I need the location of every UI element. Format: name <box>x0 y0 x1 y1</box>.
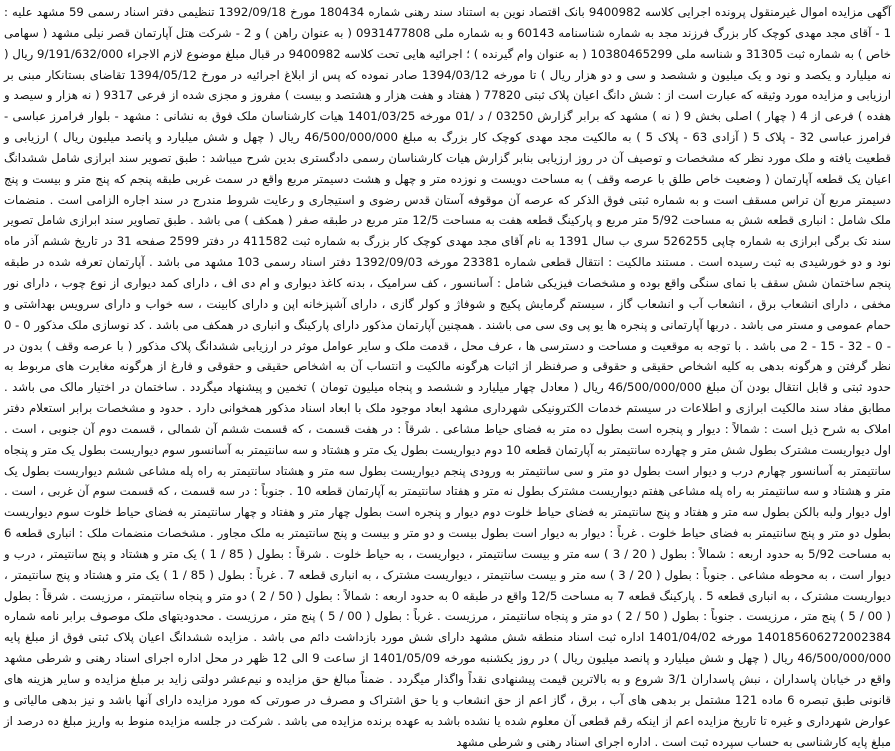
auction-notice-body: آگهی مزایده اموال غیرمنقول پرونده اجرایی کلاسه 9400982 بانک اقتصاد نوین به استناد سند رهنی شماره 180434 مورخ 1392/09/18 تنظیمی دفتر اسناد رسمی 59 مشهد علیه : 1 - آقای مجد مهدی کوچک کار بزرگ فرزند مجد به شماره شناسنامه 60143 و به شماره ملی 0931477808 ( به عنوان راهن ) و 2 - شرکت هتل آپارتمان قصر نیلی مشهد ( سهامی خاص ) به شماره ثبت 31305 و شناسه ملی 10380465299 ( به عنوان وام گیرنده ) ؛ اجرائیه هایی تحت کلاسه 9400982 در قبال مبلغ موضوع لازم الاجراء 9/191/632/000 ریال ( نه میلیارد و یکصد و نود و یک میلیون و ششصد و سی و دو هزار ریال ) تا مورخه 1394/03/12 صادر نموده که پس از ابلاغ اجرائیه در مورخ 1394/05/12 تقاضای بستانکار مبنی بر ارزیابی و مزایده مورد وثیقه که عبارت است از : شش دانگ اعیان پلاک ثبتی 77820 ( هفتاد و هفت هزار و هشتصد و بیست ) مفروز و مجزی شده از فرعی 9317 ( نه هزار و سیصد و هفده ) فرعی از 4 ( چهار ) اصلی بخش 9 ( نه ) مشهد که برابر گزارش 03250 / د /01 مورخه 1401/03/25 هیات کارشناسان ملک فوق به نشانی : مشهد - بلوار فرامرز عباسی - فرامرز عباسی 32 - پلاک 5 ( آزادی 63 - پلاک 5 ) به مالکیت مجد مهدی کوچک کار بزرگ به مبلغ 46/500/000/000 ریال ( چهل و شش میلیارد و پانصد میلیون ریال ) ارزیابی و قطعیت یافته و ملک مورد نظر که مشخصات و توصیف آن در روز ارزیابی بنابر گزارش هیات کارشناسان رسمی دادگستری بدین شرح میباشد : طبق تصویر سند ابرازی شامل ششدانگ اعیان یک قطعه آپارتمان ( وضعیت خاص طلق با عرصه وقف ) به مساحت دویست و نوزده متر و چهل و هشت دسیمتر مربع واقع در سمت غربی طبقه پنجم که پنج متر و بیست و پنج دسیمتر مربع آن تراس مسقف است و به شماره ثبتی فوق الذکر که عرصه آن موقوفه آستان قدس رضوی و استیجاری و رعایت شروط مندرج در سند اجاره الزامی است . منضمات ملک شامل : انباری قطعه شش به مساحت 5/92 متر مربع و پارکینگ قطعه هفت به مساحت 12/5 متر مربع در طبقه صفر ( همکف ) می باشد . طبق تصاویر سند ابرازی شامل تصویر سند تک برگی ابرازی به شماره چاپی 526255 سری ب سال 1391 به نام آقای مجد مهدی کوچک کار بزرگ به شماره ثبت 411582 در دفتر 2599 صفحه 31 در تاریخ ششم آذر ماه نود و دو خورشیدی به ثبت رسیده است . مستند مالکیت : انتقال قطعی شماره 23381 مورخه 1392/09/03 دفتر اسناد رسمی 103 مشهد می باشد . آپارتمان تعرفه شده در طبقه پنجم ساختمان شش سقف با نمای سنگی واقع بوده و مشخصات فیزیکی شامل : آسانسور ، کف سرامیک ، بدنه کاغذ دیواری و ام دی اف ، دارای کمد دیواری از نوع چوب ، دارای نور مخفی ، دارای انشعاب برق ، انشعاب آب و انشعاب گاز ، سیستم گرمایش پکیج و شوفاژ و کولر گازی ، دارای آشپزخانه اپن و دارای کابینت ، سه خواب و دارای سرویس بهداشتی و حمام عمومی و مستر می باشد . دربها آپارتمانی و پنجره ها یو پی وی سی می باشند . همچنین آپارتمان مذکور دارای پارکینگ و انباری در همکف می باشد . کد نوسازی ملک مذکور 0 - 0 - 0 - 32 - 15 - 2 می باشد . با توجه به موقعیت و مساحت و دسترسی ها ، عرف محل ، قدمت ملک و سایر عوامل موثر در ارزیابی ششدانگ پلاک مذکور ( با عرصه وقف ) بدون در نظر گرفتن و هرگونه بدهی به کلیه اشخاص حقیقی و حقوقی و صرفنظر از اثبات هرگونه مالکیت و انتساب آن به اشخاص حقیقی و حقوقی و فارغ از هرگونه مغایرت های مربوط به حدود ثبتی و قابل انتقال بودن آن مبلغ 46/500/000/000 ریال ( معادل چهار میلیارد و ششصد و پنجاه میلیون تومان ) تخمین و پیشنهاد میگردد . ساختمان در اختیار مالک می باشد . مطابق مفاد سند مالکیت ابرازی و اطلاعات در سیستم خدمات الکترونیکی شهرداری مشهد ابعاد موجود ملک با ابعاد اسناد مذکور همخوانی دارد . حدود و مشخصات برابر استعلام دفتر املاک به شرح ذیل است : شمالاً : دیوار و پنجره است بطول ده متر به فضای حیاط مشاعی . شرقاً : در هفت قسمت ، که قسمت ششم آن شمالی ، قسمت دوم آن جنوبی ، است . اول دیواریست مشترک بطول شش متر و چهارده سانتیمتر به آپارتمان قطعه 10 دوم دیواریست بطول یک متر و هشتاد و سه سانتیمتر به آسانسور سوم دیواریست بطول یک متر و پنجاه سانتیمتر به آسانسور چهارم درب و دیوار است بطول دو متر و سی سانتیمتر به ورودی پنجم دیواریست بطول سه متر و هشتاد سانتیمتر به راه پله مشاعی ششم دیواریست بطول یک متر و هشتاد و سه سانتیمتر به راه پله مشاعی هفتم دیواریست مشترک بطول نه متر و هفتاد سانتیمتر به آپارتمان قطعه 10 . جنوباً : در سه قسمت ، که قسمت سوم آن غربی ، است . اول دیوار ولبه بالکن بطول سه متر و هفتاد و پنج سانتیمتر به فضای حیاط خلوت دوم دیوار و پنجره است بطول چهار متر و هفتاد و چهار سانتیمتر به فضای حیاط خلوت سوم دیواریست بطول دو متر و پنج سانتیمتر به فضای حیاط خلوت . غرباً : دیوار به دیوار است بطول بیست و دو متر و بیست و پنج سانتیمتر به ملک مجاور . مشخصات منضمات ملک : انباری قطعه 6 به مساحت 5/92 به حدود اربعه : شمالاً : بطول ( 20 / 3 ) سه متر و بیست سانتیمتر ، دیواریست ، به حیاط خلوت . شرقاً : بطول ( 85 / 1 ) یک متر و هشتاد و پنج سانتیمتر ، درب و دیوار است ، به محوطه مشاعی . جنوباً : بطول ( 20 / 3 ) سه متر و بیست سانتیمتر ، دیواریست مشترک ، به انباری قطعه 7 . غرباً : بطول ( 85 / 1 ) یک متر و هشتاد و پنج سانتیمتر ، دیواریست مشترک ، به انباری قطعه 5 . پارکینگ قطعه 7 به مساحت 12/5 واقع در طبقه 0 به حدود اربعه : شمالاً : بطول ( 50 / 2 ) دو متر و پنجاه سانتیمتر ، مرزیست . شرقاً : بطول ( 00 / 5 ) پنج متر ، مرزیست . جنوباً : بطول ( 50 / 2 ) دو متر و پنجاه سانتیمتر ، مرزیست . غرباً : بطول ( 00 / 5 ) پنج متر ، مرزیست . محدودیتهای ملک موصوف برابر نامه شماره 140185606272002384 مورخه 1401/04/02 اداره ثبت اسناد منطقه شش مشهد دارای شش مورد بازداشت دائم می باشد . مزایده ششدانگ اعیان پلاک ثبتی فوق از مبلغ پایه 46/500/000/000 ریال ( چهل و شش میلیارد و پانصد میلیون ریال ) در روز یکشنبه مورخه 1401/05/09 از ساعت 9 الی 12 ظهر در محل اداره اجرای اسناد رهنی و شرطی مشهد واقع در خیابان پاسداران ، نبش پاسداران 3/1 شروع و به بالاترین قیمت پیشنهادی نقداً واگذار میگردد . ضمناً مبالغ حق مزایده و نیم‌عشر دولتی زاید بر مبلغ مزایده و سایر هزینه های قانونی طبق تبصره 6 ماده 121 مشتمل بر بدهی های آب ، برق ، گاز اعم از حق انشعاب و یا حق اشتراک و مصرف در صورتی که مورد مزایده دارای آنها باشد و نیز بدهی مالیاتی و عوارض شهرداری و غیره تا تاریخ مزایده اعم از اینکه رقم قطعی آن معلوم شده یا نشده باشد به عهده برنده مزایده می باشد . شرکت در جلسه مزایده منوط به واریز مبلغ ده درصد از مبلغ پایه کارشناسی به حساب سپرده ثبت است . اداره اجرای اسناد رهنی و شرطی مشهد <box>4 5 892 749</box>
